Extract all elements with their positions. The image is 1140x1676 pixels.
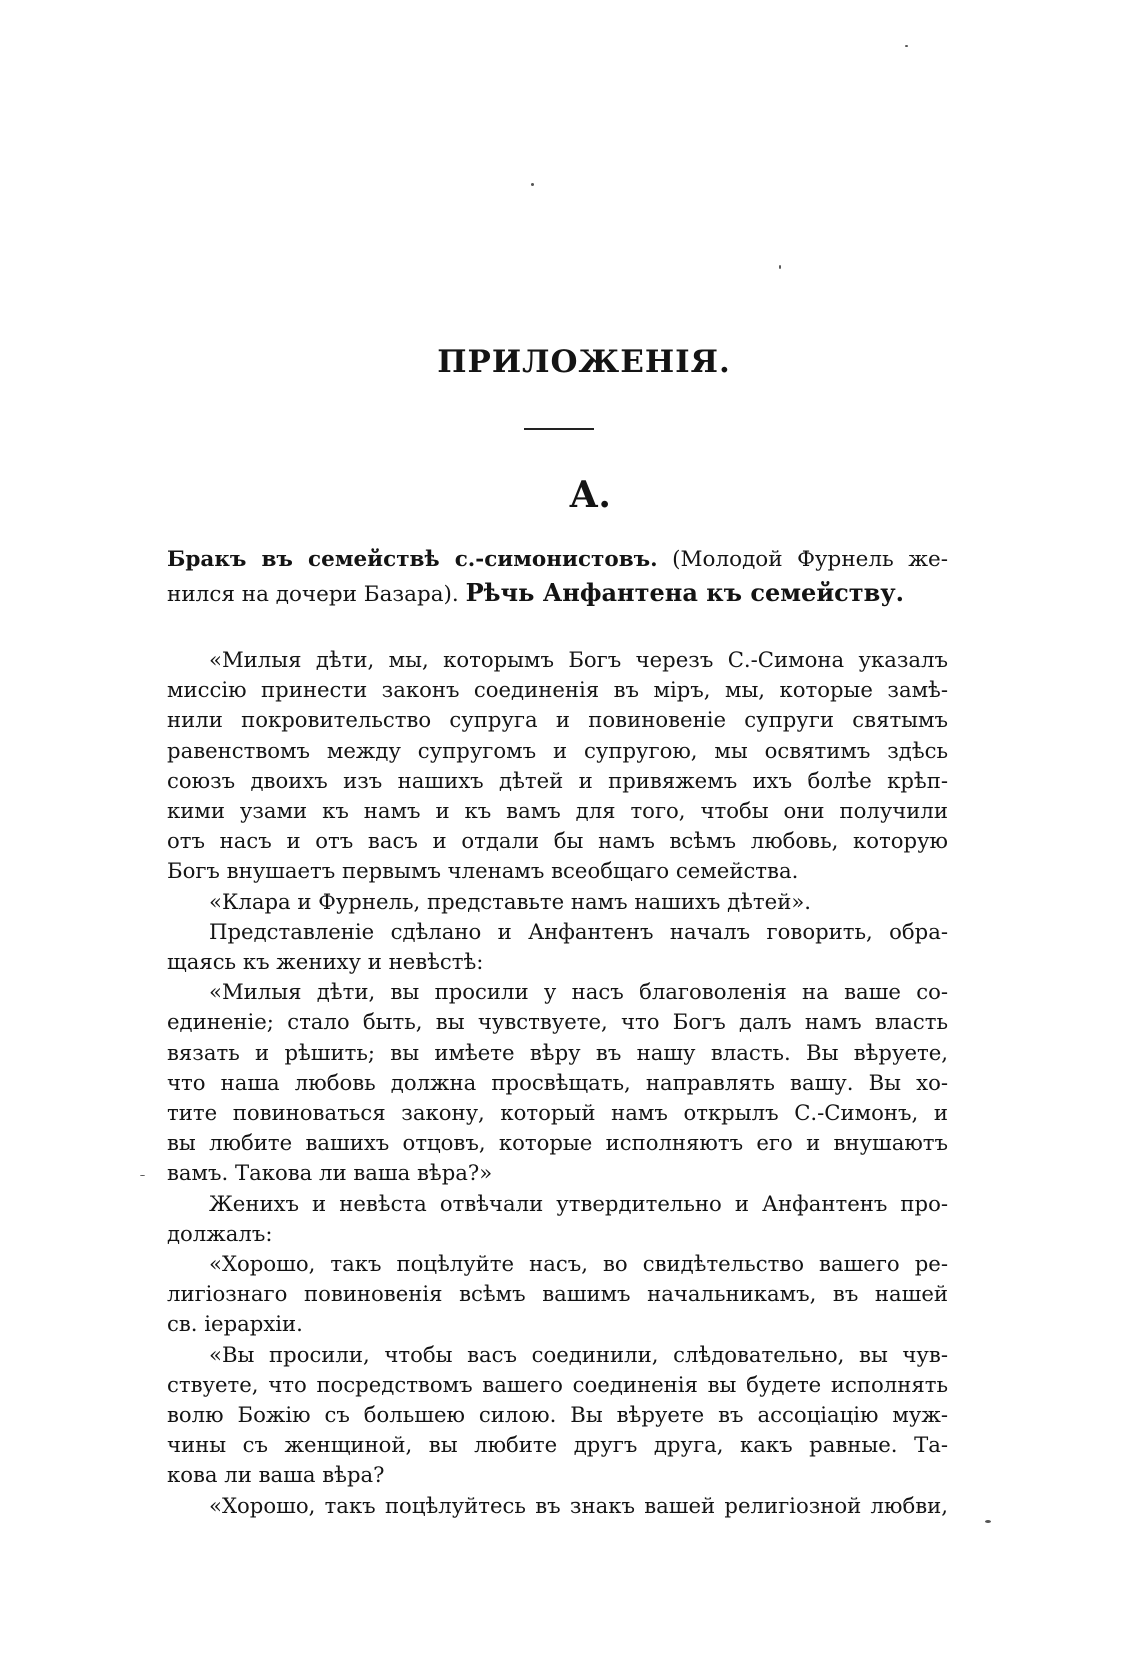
text-line: чины съ женщиной, вы любите другъ друга, какъ равные. Та- [167, 1432, 948, 1458]
text-line: равенствомъ между супругомъ и супругою, мы освятимъ здѣсь [167, 737, 948, 763]
title-line-1 [167, 543, 948, 576]
text-line: ствуете, что посредствомъ вашего соединенія вы будете исполнять [167, 1371, 948, 1397]
text-line: «Клара и Фурнель, представьте намъ нашихъ дѣтей». [209, 888, 812, 914]
scan-speck [905, 45, 908, 47]
text-line: волю Божію съ большею силою. Вы вѣруете въ ассоціацію муж- [167, 1402, 948, 1428]
title-paren-line-2: нился на дочери Базара). [167, 582, 459, 607]
heading-divider [524, 428, 594, 430]
text-line: миссію принести законъ соединенія въ міръ, мы, которые замѣ- [167, 677, 948, 703]
text-line: Женихъ и невѣста отвѣчали утвердительно и Анфантенъ про- [209, 1190, 948, 1216]
title-paren-line-1: (Молодой Фурнель же- [672, 547, 948, 572]
text-line: тите повиноваться закону, который намъ открылъ С.-Симонъ, и [167, 1100, 948, 1126]
section-letter: А. [569, 474, 611, 516]
scan-speck [140, 1175, 145, 1176]
text-line: «Хорошо, такъ поцѣлуйтесь въ знакъ вашей религіозной любви, [209, 1492, 948, 1518]
text-line: лигіознаго повиновенія всѣмъ вашимъ начальникамъ, въ нашей [167, 1281, 948, 1307]
text-line: Представленіе сдѣлано и Анфантенъ началъ говорить, обра- [209, 918, 948, 944]
text-line: вы любите вашихъ отцовъ, которые исполняютъ его и внушаютъ [167, 1130, 948, 1156]
text-line: вязать и рѣшить; вы имѣете вѣру въ нашу власть. Вы вѣруете, [167, 1039, 948, 1065]
text-line: нили покровительство супруга и повиновеніе супруги святымъ [167, 707, 948, 733]
text-line: должалъ: [167, 1220, 273, 1246]
text-line: вамъ. Такова ли ваша вѣра?» [167, 1160, 493, 1186]
title-speech: Рѣчь Анфантена къ семейству. [465, 578, 905, 607]
text-line: «Вы просили, чтобы васъ соединили, слѣдовательно, вы чув- [209, 1341, 948, 1367]
text-line: щаясь къ жениху и невѣстѣ: [167, 949, 484, 975]
text-line: союзъ двоихъ изъ нашихъ дѣтей и привяжемъ ихъ болѣе крѣп- [167, 767, 948, 793]
page-heading: ПРИЛОЖЕНІЯ. [437, 344, 731, 380]
text-line: «Милыя дѣти, вы просили у насъ благоволенія на ваше со- [209, 979, 948, 1005]
text-line: единеніе; стало быть, вы чувствуете, что Богъ далъ намъ власть [167, 1009, 948, 1035]
text-line: св. іерархіи. [167, 1311, 303, 1337]
text-line: что наша любовь должна просвѣщать, направлять вашу. Вы хо- [167, 1069, 948, 1095]
title-line-2 [167, 576, 948, 611]
scan-speck [985, 1520, 991, 1523]
text-line: кова ли ваша вѣра? [167, 1462, 385, 1488]
scan-speck [531, 183, 534, 186]
document-body [167, 645, 948, 1521]
text-line: кими узами къ намъ и къ вамъ для того, чтобы они получили [167, 798, 948, 824]
scan-speck [779, 265, 781, 269]
text-line: «Хорошо, такъ поцѣлуйте насъ, во свидѣтельство вашего ре- [209, 1251, 948, 1277]
title-bold-part: Бракъ въ семействѣ с.-симонистовъ. [167, 547, 658, 572]
section-title [167, 543, 948, 611]
text-line: «Милыя дѣти, мы, которымъ Богъ черезъ С.-Симона указалъ [209, 647, 948, 672]
text-line: отъ насъ и отъ васъ и отдали бы намъ всѣмъ любовь, которую [167, 828, 948, 854]
text-line: Богъ внушаетъ первымъ членамъ всеобщаго семейства. [167, 858, 799, 884]
